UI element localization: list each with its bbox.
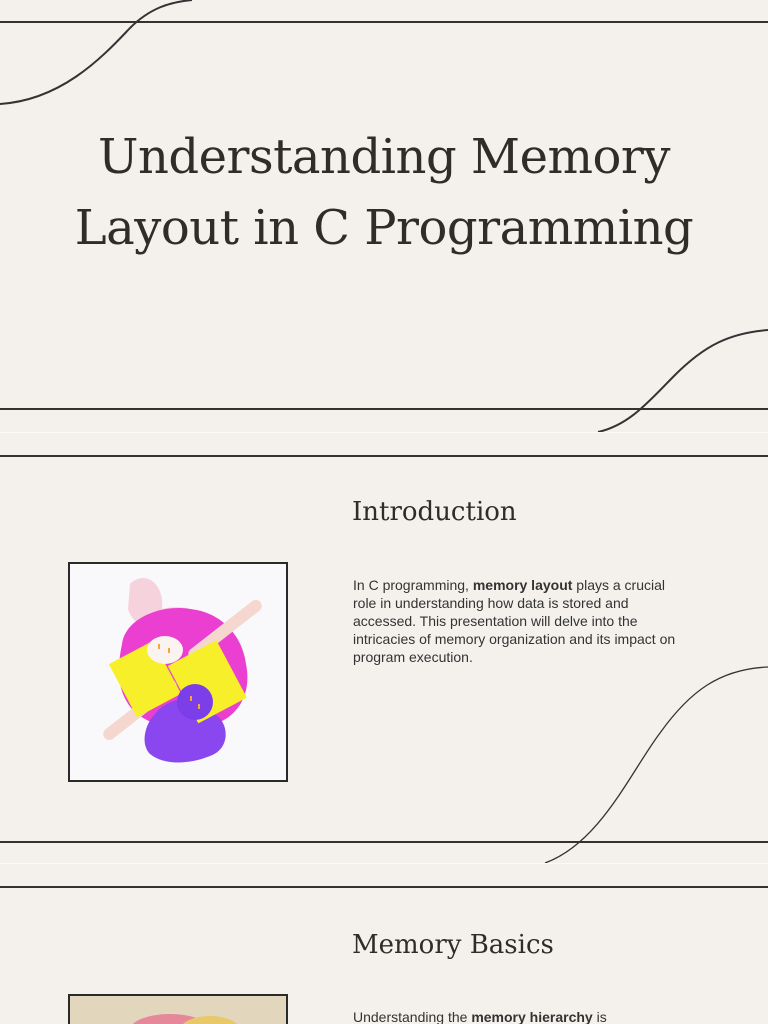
intro-paragraph: In C programming, memory layout plays a crucial role in understanding how data is stored and accessed. This presentation will delve into the intricacies of memory organization and its impact on program execution. [353,577,676,665]
popsicle-image [68,562,288,782]
title-slide [0,0,768,432]
brain-illustration-icon [70,996,286,1024]
page-title: Understanding Memory Layout in C Programming [74,129,694,256]
section-heading: Introduction [352,497,517,527]
introduction-slide [0,433,768,863]
top-rule [0,886,768,888]
brain-image [68,994,288,1024]
keyword-memory-hierarchy: memory hierarchy [471,1009,593,1024]
section-heading: Memory Basics [352,930,554,960]
keyword-memory-layout: memory layout [472,577,573,593]
memory-basics-paragraph: Understanding the memory hierarchy is [353,1009,607,1024]
popsicle-illustration-icon [70,564,286,780]
memory-basics-slide [0,864,768,1024]
